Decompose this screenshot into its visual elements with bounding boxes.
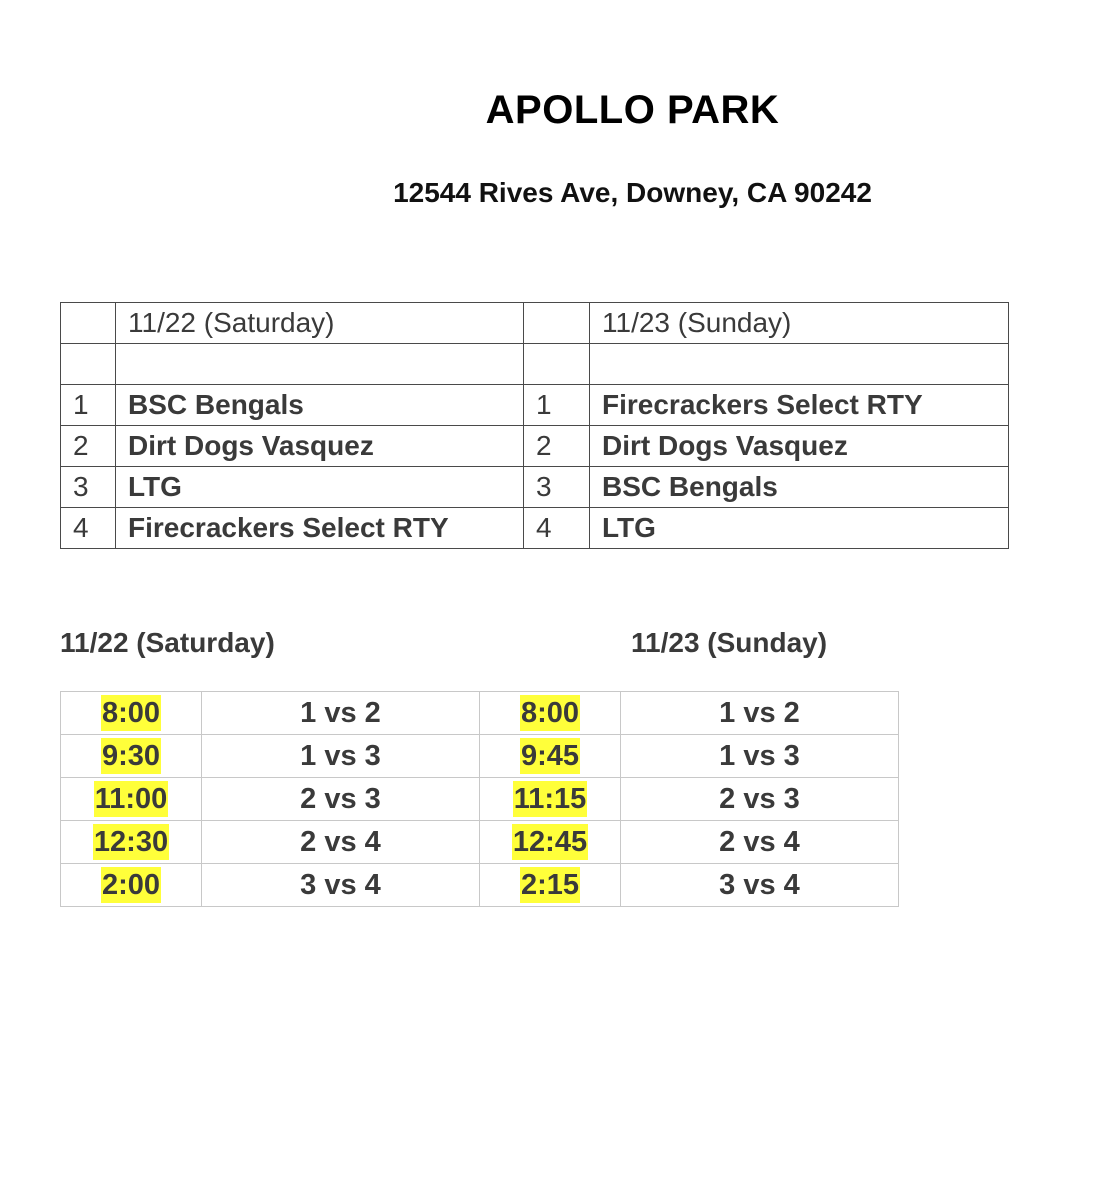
game-time: 9:45 (520, 739, 580, 772)
team-number: 1 (61, 385, 116, 426)
empty-cell (590, 344, 1009, 385)
game-time: 12:45 (512, 825, 588, 858)
team-number: 2 (61, 426, 116, 467)
game-time-cell (480, 821, 621, 864)
empty-cell (116, 344, 524, 385)
matchup: 2 vs 4 (202, 821, 480, 864)
game-time-cell (480, 864, 621, 907)
matchup: 1 vs 2 (202, 692, 480, 735)
table-row (61, 467, 1009, 508)
matchup: 2 vs 3 (202, 778, 480, 821)
team-name: BSC Bengals (590, 467, 1009, 508)
table-row (61, 426, 1009, 467)
matchup: 2 vs 3 (621, 778, 899, 821)
team-number: 3 (61, 467, 116, 508)
table-row (61, 508, 1009, 549)
table-row (61, 821, 899, 864)
game-time: 11:00 (94, 782, 168, 815)
page-title: APOLLO PARK (485, 88, 780, 132)
team-name: LTG (590, 508, 1009, 549)
empty-cell (524, 344, 590, 385)
game-time: 9:30 (101, 739, 161, 772)
table-row (61, 692, 899, 735)
team-name: Dirt Dogs Vasquez (116, 426, 524, 467)
schedule-table (60, 691, 899, 907)
game-time: 8:00 (101, 696, 161, 729)
park-address: 12544 Rives Ave, Downey, CA 90242 (393, 177, 872, 208)
game-time: 2:00 (101, 868, 161, 901)
table-row (61, 778, 899, 821)
empty-cell (524, 303, 590, 344)
day1-schedule-label: 11/22 (Saturday) (60, 627, 275, 658)
team-number: 4 (524, 508, 590, 549)
empty-cell (61, 344, 116, 385)
game-time: 11:15 (513, 782, 587, 815)
game-time-cell (61, 778, 202, 821)
game-time: 2:15 (520, 868, 580, 901)
game-time-cell (61, 864, 202, 907)
game-time-cell (480, 735, 621, 778)
game-time-cell (480, 778, 621, 821)
matchup: 3 vs 4 (202, 864, 480, 907)
team-number: 2 (524, 426, 590, 467)
day2-header: 11/23 (Sunday) (590, 303, 1009, 344)
empty-cell (61, 303, 116, 344)
team-name: BSC Bengals (116, 385, 524, 426)
teams-blank-row (61, 344, 1009, 385)
matchup: 1 vs 3 (202, 735, 480, 778)
game-time-cell (61, 735, 202, 778)
game-time: 8:00 (520, 696, 580, 729)
table-row (61, 864, 899, 907)
teams-header-row (61, 303, 1009, 344)
team-number: 1 (524, 385, 590, 426)
team-name: Firecrackers Select RTY (116, 508, 524, 549)
matchup: 3 vs 4 (621, 864, 899, 907)
team-name: Dirt Dogs Vasquez (590, 426, 1009, 467)
teams-table (60, 302, 1009, 549)
day1-header: 11/22 (Saturday) (116, 303, 524, 344)
game-time-cell (480, 692, 621, 735)
matchup: 1 vs 3 (621, 735, 899, 778)
team-number: 4 (61, 508, 116, 549)
matchup: 1 vs 2 (621, 692, 899, 735)
team-name: LTG (116, 467, 524, 508)
table-row (61, 385, 1009, 426)
game-time: 12:30 (93, 825, 169, 858)
day2-schedule-label: 11/23 (Sunday) (631, 627, 828, 658)
table-row (61, 735, 899, 778)
team-number: 3 (524, 467, 590, 508)
matchup: 2 vs 4 (621, 821, 899, 864)
game-time-cell (61, 692, 202, 735)
game-time-cell (61, 821, 202, 864)
team-name: Firecrackers Select RTY (590, 385, 1009, 426)
